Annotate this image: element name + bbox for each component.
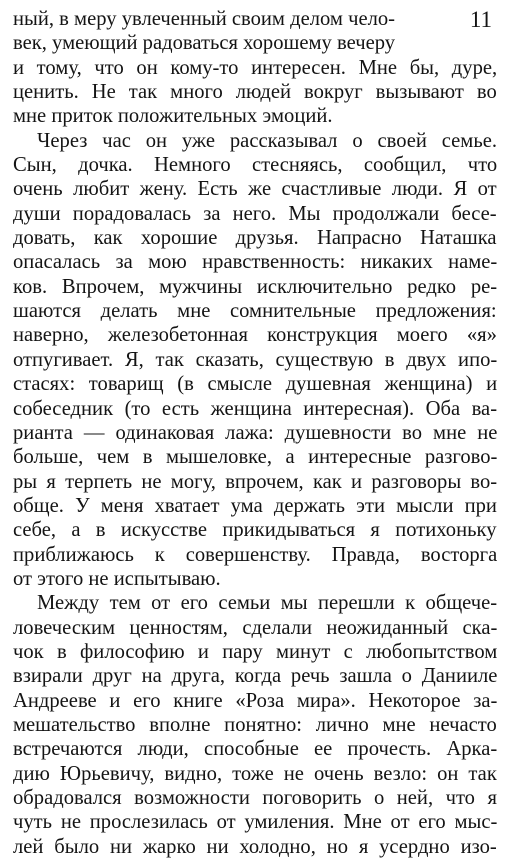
- text-line: больше, чем в мышеловке, а интересные разгово-: [13, 446, 498, 469]
- text-line: мешательство вполне понятно: лично мне нечасто: [13, 713, 497, 736]
- text-line: Сын, дочка. Немного стесняясь, сообщил, что: [13, 154, 498, 177]
- text-line: век, умеющий радоваться хорошему вечеру: [13, 32, 396, 55]
- text-line: ценить. Не так много людей вокруг вызывают во: [13, 81, 497, 104]
- text-line: ный, в меру увлеченный своим делом чело-: [13, 8, 396, 30]
- text-line: опасалась за мою нравственность: никаких наме-: [13, 251, 498, 274]
- body-text: [13, 7, 497, 859]
- text-line: рианта — одинаковая лажа: душевности во мне не: [13, 421, 498, 444]
- text-line: Через час он уже рассказывал о своей семье.: [37, 129, 498, 152]
- text-line: от этого не испытываю.: [13, 567, 221, 590]
- text-line: души порадовалась за него. Мы продолжали бесе-: [13, 202, 497, 225]
- text-line: шаются делать мне сомнительные предложения:: [13, 300, 497, 323]
- text-line: ры я терпеть не могу, впрочем, как и разговоры во-: [13, 470, 498, 493]
- text-line: отпугивает. Я, так сказать, существую в двух ипо-: [13, 348, 498, 371]
- text-line: встречаются люди, способные ее прочесть. Арка-: [13, 738, 498, 761]
- text-line: обрадовался возможности поговорить о ней, что я: [13, 787, 497, 809]
- text-line: ков. Впрочем, мужчины исключительно редко ре-: [13, 275, 498, 298]
- text-line: чуть не прослезилась от умиления. Мне от его мыс-: [13, 811, 498, 834]
- text-line: дию Юрьевичу, видно, тоже не очень везло: он так: [13, 762, 497, 785]
- text-line: ловеческим ценностям, сделали неожиданный ска-: [13, 616, 498, 639]
- page-number: 11: [469, 7, 492, 32]
- text-line: Андрееве и его книге «Роза мира». Некоторое за-: [13, 689, 498, 712]
- text-line: приближаюсь к совершенству. Правда, восторга: [13, 543, 498, 566]
- text-line: стасях: товарищ (в смысле душевная женщина) и: [13, 373, 498, 396]
- text-line: обще. У меня хватает ума держать эти мысли при: [13, 494, 497, 517]
- text-line: и тому, что он кому-то интересен. Мне бы, дуре,: [13, 56, 498, 79]
- text-line: собеседник (то есть женщина интересная). Оба ва-: [13, 397, 498, 420]
- text-line: довать, как хорошие друзья. Напрасно Наташка: [13, 227, 497, 250]
- text-line: мне приток положительных эмоций.: [13, 105, 333, 128]
- text-line: Между тем от его семьи мы перешли к общече-: [37, 592, 498, 615]
- text-line: наверно, железобетонная конструкция моего «я»: [13, 324, 497, 347]
- text-line: взирали друг на друга, когда речь зашла о Данииле: [13, 665, 498, 688]
- text-line: лей было ни жарко ни холодно, но я усердно изо-: [13, 835, 497, 858]
- text-line: чок в философию и пару минут с любопытством: [13, 640, 498, 663]
- text-line: себе, а в искусстве прикидываться я потихоньку: [13, 519, 497, 542]
- text-line: очень любит жену. Есть же счастливые люди. Я от: [13, 178, 497, 201]
